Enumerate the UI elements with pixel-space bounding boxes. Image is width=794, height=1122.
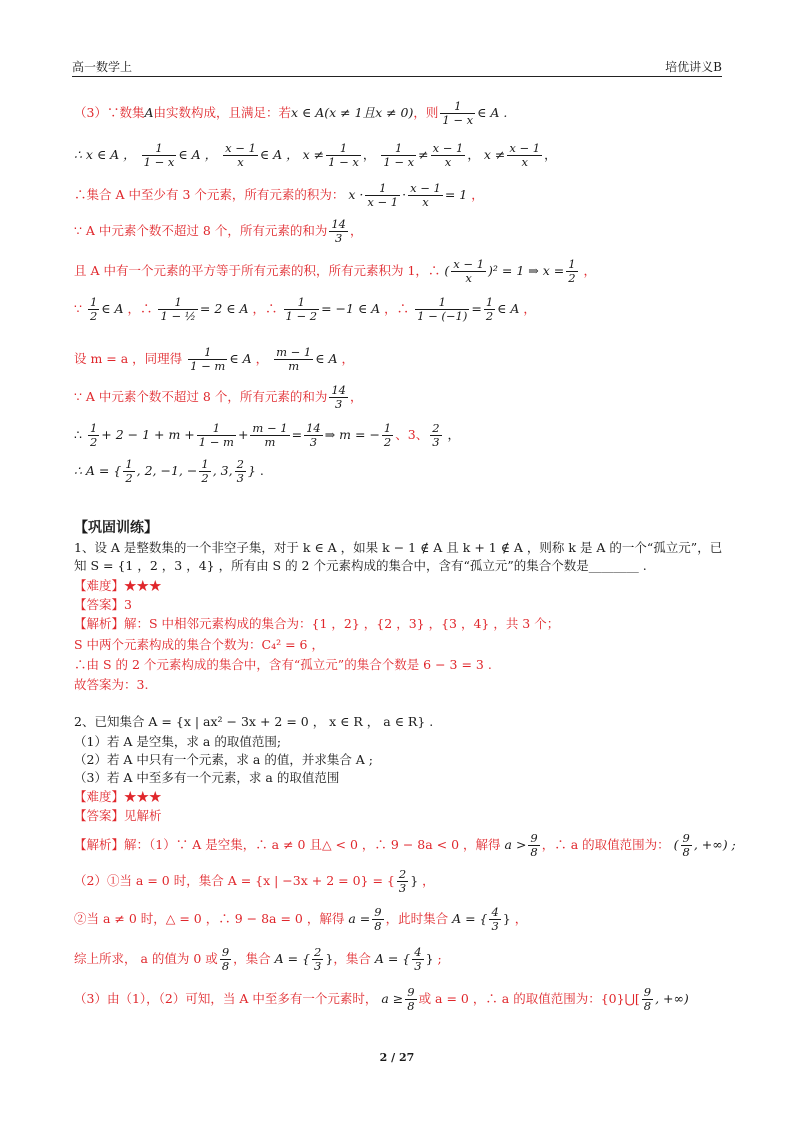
q2-text2: （1）若 A 是空集，求 a 的取值范围; [74, 734, 282, 749]
q2-solution-2: （2）①当 a = 0 时，集合 A = {x | −3x + 2 = 0} = { $\frac{2}{3}$ } ， [74, 867, 435, 895]
header-right: 培优讲义B [665, 60, 722, 74]
q1-solution-2: S 中两个元素构成的集合个数为：C₄² = 6 ， [74, 637, 324, 652]
q2-solution-3: ②当 a ≠ 0 时，△ = 0 ，∴ 9 − 8a = 0 ，解得 a = $\frac{9}{8}$ ，此时集合 A = { $\frac{4}{3}$ } ， [74, 905, 528, 933]
section-title: 【巩固训练】 [74, 520, 158, 536]
q2-solution-4: 综上所求， a 的值为 0 或 $\frac{9}{8}$ ，集合 A = { $\frac{2}{3}$ }，集合 A = { $\frac{4}{3}$ } ; [74, 945, 442, 973]
q2-text4: （3）若 A 中至多有一个元素，求 a 的取值范围 [74, 770, 340, 785]
page-number: 2 / 27 [379, 1051, 415, 1064]
part3-line3: ∴集合 A 中至少有 3 个元素，所有元素的积为： x · $\frac{1}{x - 1}$ · $\frac{x - 1}{x}$ = 1 ， [74, 181, 484, 209]
q1-solution-4: 故答案为：3. [74, 677, 149, 692]
q2-answer: 【答案】见解析 [74, 808, 162, 823]
part3-line7: 设 m = a ，同理得 $\frac{1}{1 - m}$ ∈ A ， $\frac{m - 1}{m}$ ∈ A ， [74, 345, 354, 373]
q2-solution-5: （3）由（1），（2）可知，当 A 中至多有一个元素时， a ≥ $\frac{9}{8}$ 或 a = 0 ，∴ a 的取值范围为：{0}⋃[ $\frac{9}{8}$ , +∞) [74, 985, 689, 1013]
part3-line2: ∴ x ∈ A ， $\frac{1}{1 - x}$ ∈ A ， $\frac{x - 1}{x}$ ∈ A ， x ≠ $\frac{1}{1 - x}$ ， $\frac{1}{1 - x}$ ≠ $\frac{x - 1}{x}$ ， x ≠ $\frac{x - 1}{x}$ ， [74, 141, 557, 169]
q2-solution-1: 【解析】解：（1）∵ A 是空集，∴ a ≠ 0 且△ < 0 ，∴ 9 − 8a < 0 ，解得 a > $\frac{9}{8}$ ，∴ a 的取值范围为： ( $\frac{9}{8}$ , +∞) ; [74, 831, 736, 859]
q1-difficulty: 【难度】★★★ [74, 578, 162, 593]
header-left: 高一数学上 [72, 60, 133, 74]
q1-solution-1: 【解析】解：S 中相邻元素构成的集合为：{1 ，2} ，{2 ，3} ，{3 ，4} ，共 3 个； [74, 616, 560, 631]
q1-text1: 1、设 A 是整数集的一个非空子集，对于 k ∈ A ，如果 k − 1 ∉ A 且 k + 1 ∉ A ，则称 k 是 A 的一个“孤立元”，已 [74, 540, 723, 555]
part3-line8: ∵ A 中元素个数不超过 8 个，所有元素的和为 $\frac{14}{3}$ ， [74, 383, 363, 411]
part3-line4: ∵ A 中元素个数不超过 8 个，所有元素的和为 $\frac{14}{3}$ ， [74, 217, 363, 245]
page-header [72, 54, 722, 77]
q1-solution-3: ∴由 S 的 2 个元素构成的集合中，含有“孤立元”的集合个数是 6 − 3 = 3 . [74, 657, 492, 672]
q2-text3: （2）若 A 中只有一个元素，求 a 的值，并求集合 A ; [74, 752, 374, 767]
q1-answer: 【答案】3 [74, 597, 132, 612]
q2-difficulty: 【难度】★★★ [74, 789, 162, 804]
part3-line5: 且 A 中有一个元素的平方等于所有元素的积，所有元素积为 1，∴ ( $\frac{x - 1}{x}$ )² = 1 ⇒ x = $\frac{1}{2}$ ， [74, 257, 597, 285]
part3-line1: （3）∵数集A由实数构成，且满足：若x ∈ A(x ≠ 1且x ≠ 0)，则 $\frac{1}{1 - x}$ ∈ A . [74, 99, 508, 127]
part3-line9: ∴ $\frac{1}{2}$ + 2 − 1 + m + $\frac{1}{1 - m}$ + $\frac{m - 1}{m}$ = $\frac{14}{3}$ ⇒ m = − $\frac{1}{2}$ 、3、 $\frac{2}{3}$ ， [74, 421, 461, 449]
part3-line6: ∵ $\frac{1}{2}$ ∈ A ，∴ $\frac{1}{\text{1 − ½}}$ = 2 ∈ A ，∴ $\frac{1}{1 - 2}$ = −1 ∈ A ，∴ $\frac{1}{1 - (-1)}$ = $\frac{1}{2}$ ∈ A ， [74, 295, 536, 323]
part3-line10: ∴ A = { $\frac{1}{2}$ , 2, −1, − $\frac{1}{2}$ , 3, $\frac{2}{3}$ } . [74, 457, 264, 485]
q1-text2: 知 S = {1 ，2 ，3 ，4} ，所有由 S 的 2 个元素构成的集合中，含有“孤立元”的集合个数是________ . [74, 558, 647, 573]
q2-text1: 2、已知集合 A = {x | ax² − 3x + 2 = 0 ， x ∈ R ， a ∈ R} . [74, 714, 434, 729]
